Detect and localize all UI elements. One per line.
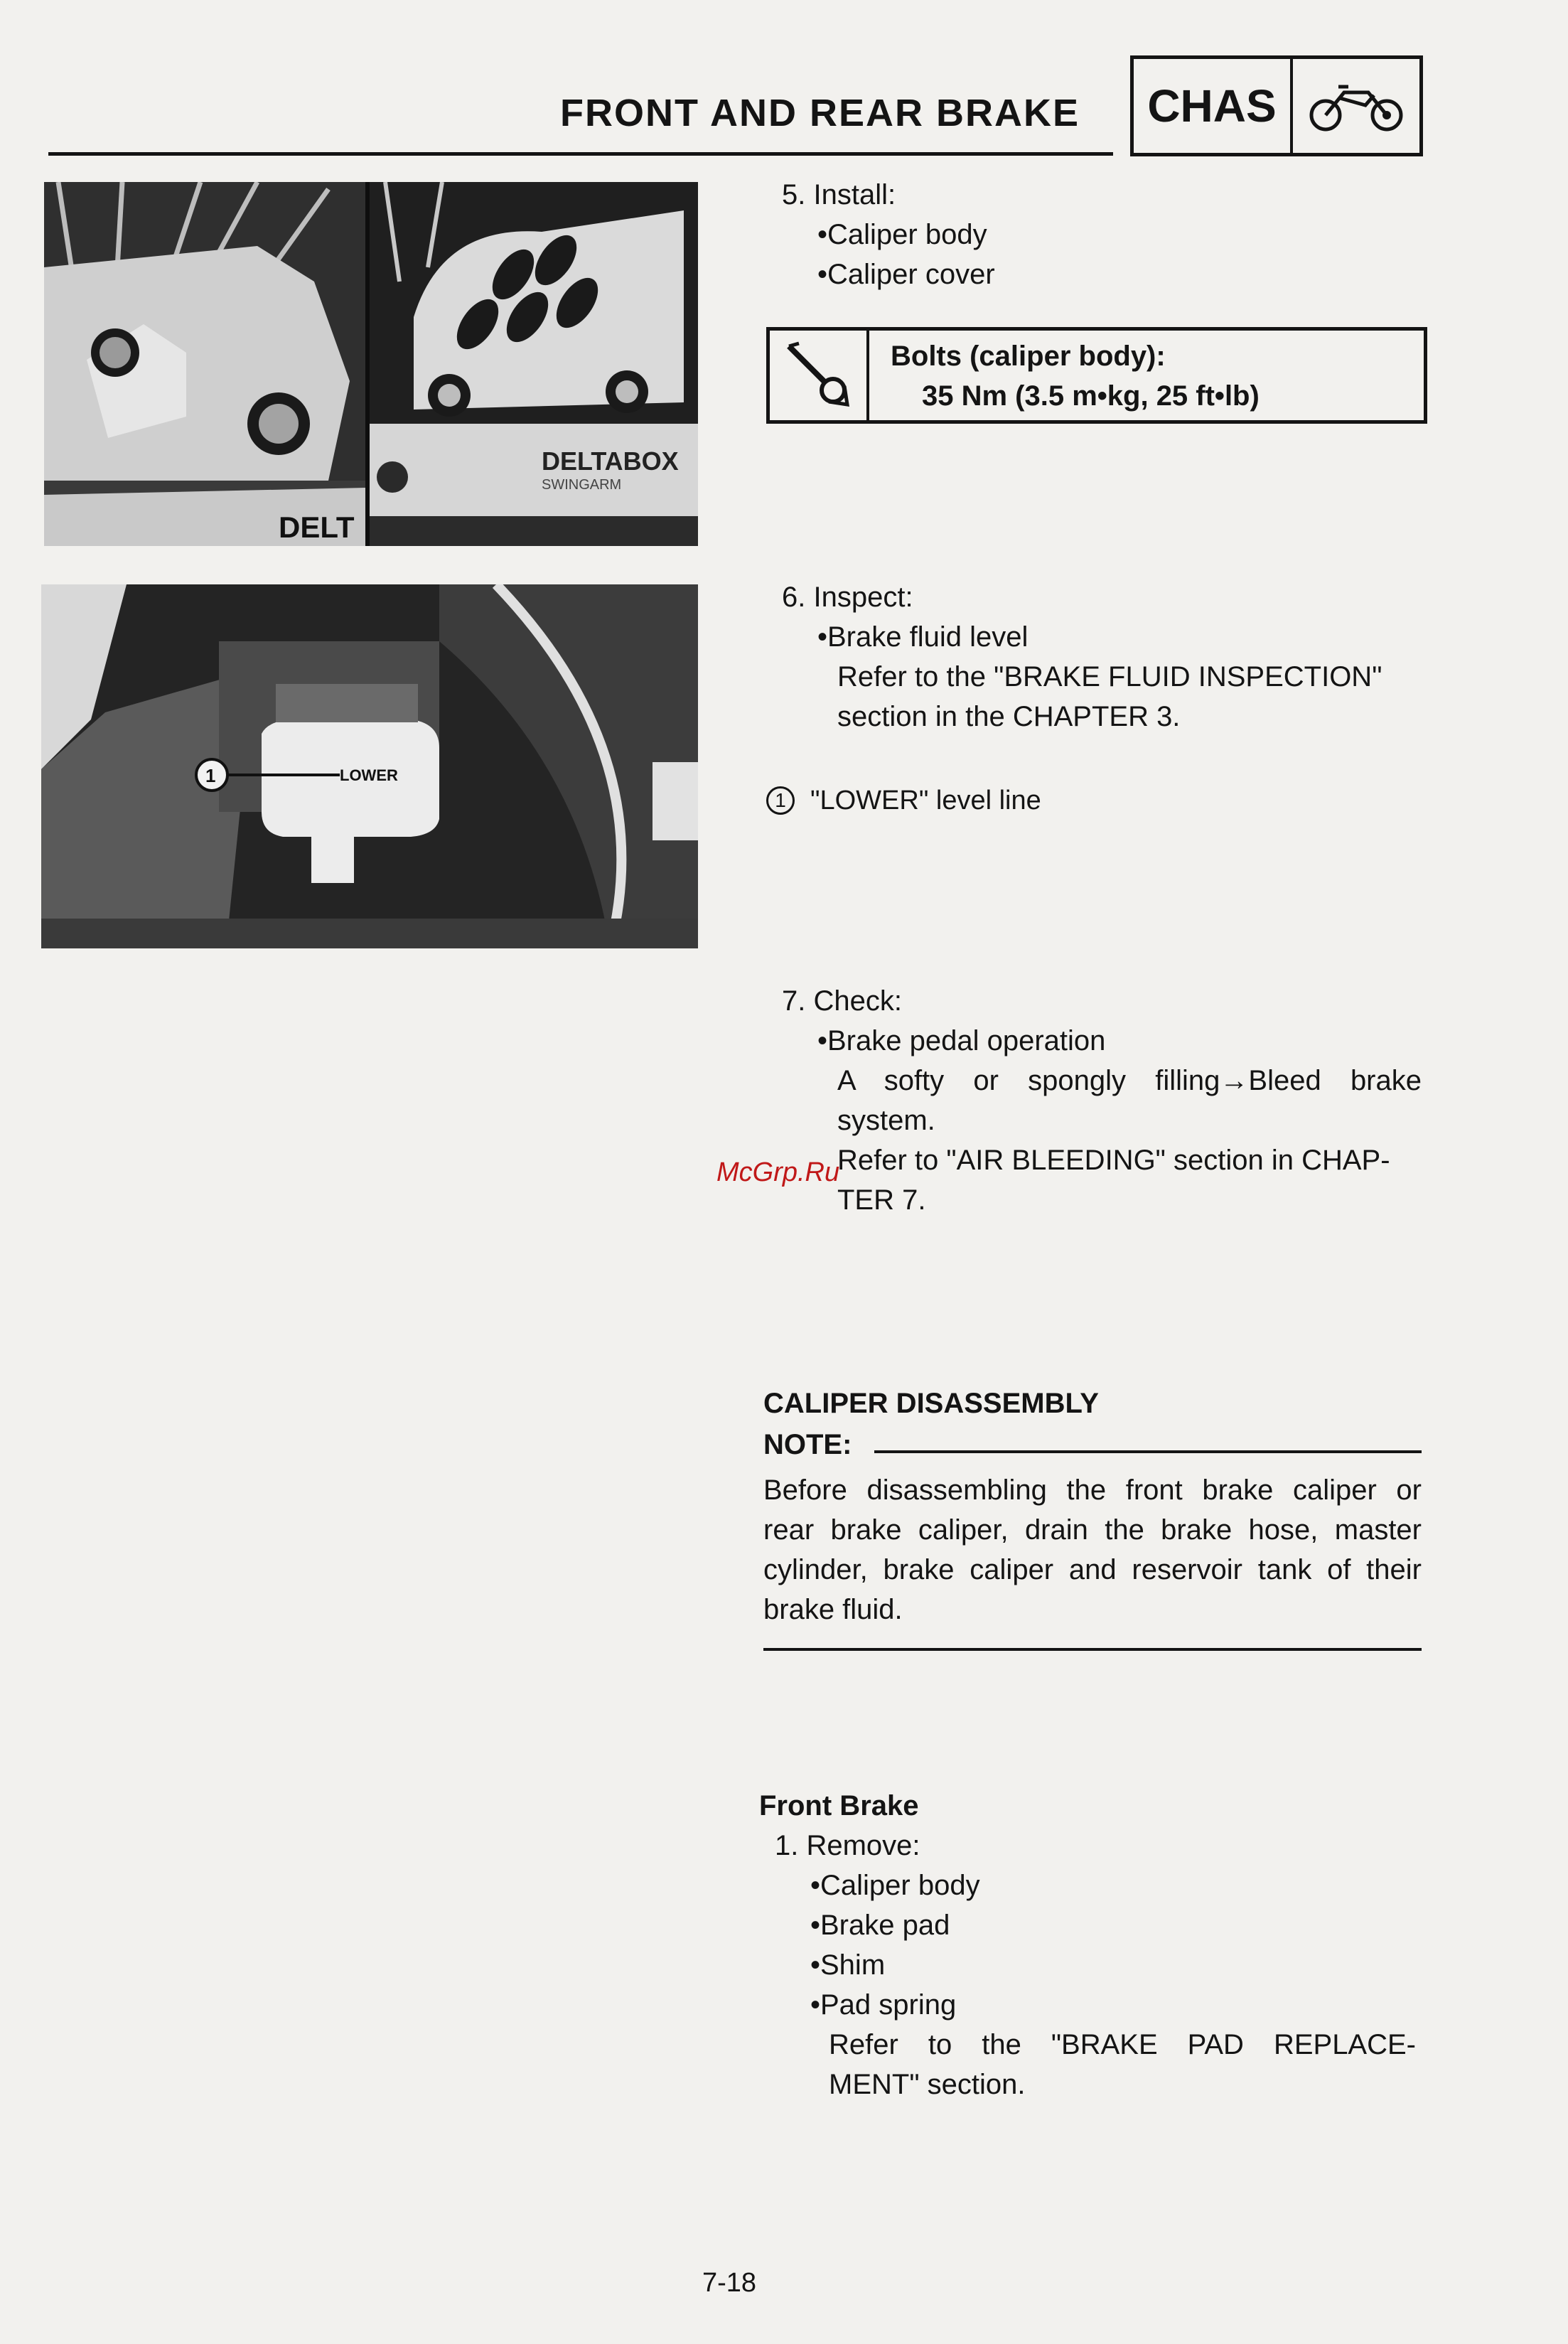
- step6-ref-line1: Refer to the "BRAKE FLUID INSPECTION": [837, 661, 1382, 692]
- section-badge: [1130, 55, 1423, 156]
- step7-line4: TER 7.: [837, 1184, 926, 1216]
- header-rule: [48, 152, 1113, 156]
- photo-label-delt: DELT: [279, 510, 355, 544]
- note-line-3: cylinder, brake caliper and reservoir tank of their: [763, 1554, 1422, 1585]
- front-brake-item-4: •Pad spring: [810, 1989, 957, 2021]
- step6-item: •Brake fluid level: [817, 621, 1029, 653]
- torque-label: Bolts (caliper body):: [891, 341, 1166, 372]
- callout-number-badge: [766, 786, 795, 815]
- torque-wrench-icon: [770, 331, 869, 420]
- front-brake-item-3: •Shim: [810, 1949, 886, 1981]
- note-line-4: brake fluid.: [763, 1594, 903, 1625]
- front-brake-item-1: •Caliper body: [810, 1870, 980, 1901]
- note-line-1: Before disassembling the front brake caliper or: [763, 1475, 1422, 1506]
- step7-line1: A softy or spongly filling→Bleed brake: [837, 1065, 1422, 1096]
- front-brake-ref-line2: MENT" section.: [829, 2069, 1026, 2100]
- step6-heading: 6. Inspect:: [782, 582, 913, 613]
- watermark: McGrp.Ru: [716, 1157, 840, 1187]
- step7-heading: 7. Check:: [782, 985, 902, 1017]
- step7-line2: system.: [837, 1105, 935, 1136]
- motorcycle-icon: [1293, 59, 1419, 153]
- callout-legend: [766, 781, 1041, 820]
- step5-item-2: •Caliper cover: [817, 259, 995, 290]
- page-title: FRONT AND REAR BRAKE: [560, 92, 1080, 134]
- note-label: NOTE:: [763, 1429, 852, 1460]
- note-rule-bottom: [763, 1648, 1422, 1651]
- front-brake-heading: Front Brake: [759, 1790, 919, 1821]
- step5-item-1: •Caliper body: [817, 219, 987, 250]
- photo-callout-number: 1: [205, 765, 216, 786]
- photo-label-swingarm: SWINGARM: [542, 477, 622, 493]
- photo-level-text: LOWER: [340, 766, 398, 784]
- section-badge-label: CHAS: [1134, 59, 1293, 153]
- torque-value: 35 Nm (3.5 m•kg, 25 ft•lb): [922, 380, 1260, 412]
- step5-heading: 5. Install:: [782, 179, 896, 210]
- front-brake-item-2: •Brake pad: [810, 1910, 950, 1941]
- caliper-heading: CALIPER DISASSEMBLY: [763, 1388, 1099, 1419]
- callout-text: "LOWER" level line: [810, 786, 1041, 815]
- photo-label-deltabox: DELTABOX: [542, 446, 679, 476]
- callout-number: 1: [775, 789, 786, 811]
- photo-caliper-install: [44, 182, 698, 546]
- step7-item: •Brake pedal operation: [817, 1025, 1106, 1056]
- front-brake-ref-line1: Refer to the "BRAKE PAD REPLACE-: [829, 2029, 1416, 2060]
- torque-spec-box: [766, 327, 1427, 424]
- step7-line3: Refer to "AIR BLEEDING" section in CHAP-: [837, 1145, 1390, 1176]
- photo-brake-fluid-level: [41, 584, 698, 948]
- note-rule-top: [874, 1450, 1422, 1453]
- note-line-2: rear brake caliper, drain the brake hose, master: [763, 1514, 1422, 1546]
- front-brake-step: 1. Remove:: [775, 1830, 920, 1861]
- page-number: 7-18: [702, 2268, 757, 2298]
- step6-ref-line2: section in the CHAPTER 3.: [837, 701, 1181, 732]
